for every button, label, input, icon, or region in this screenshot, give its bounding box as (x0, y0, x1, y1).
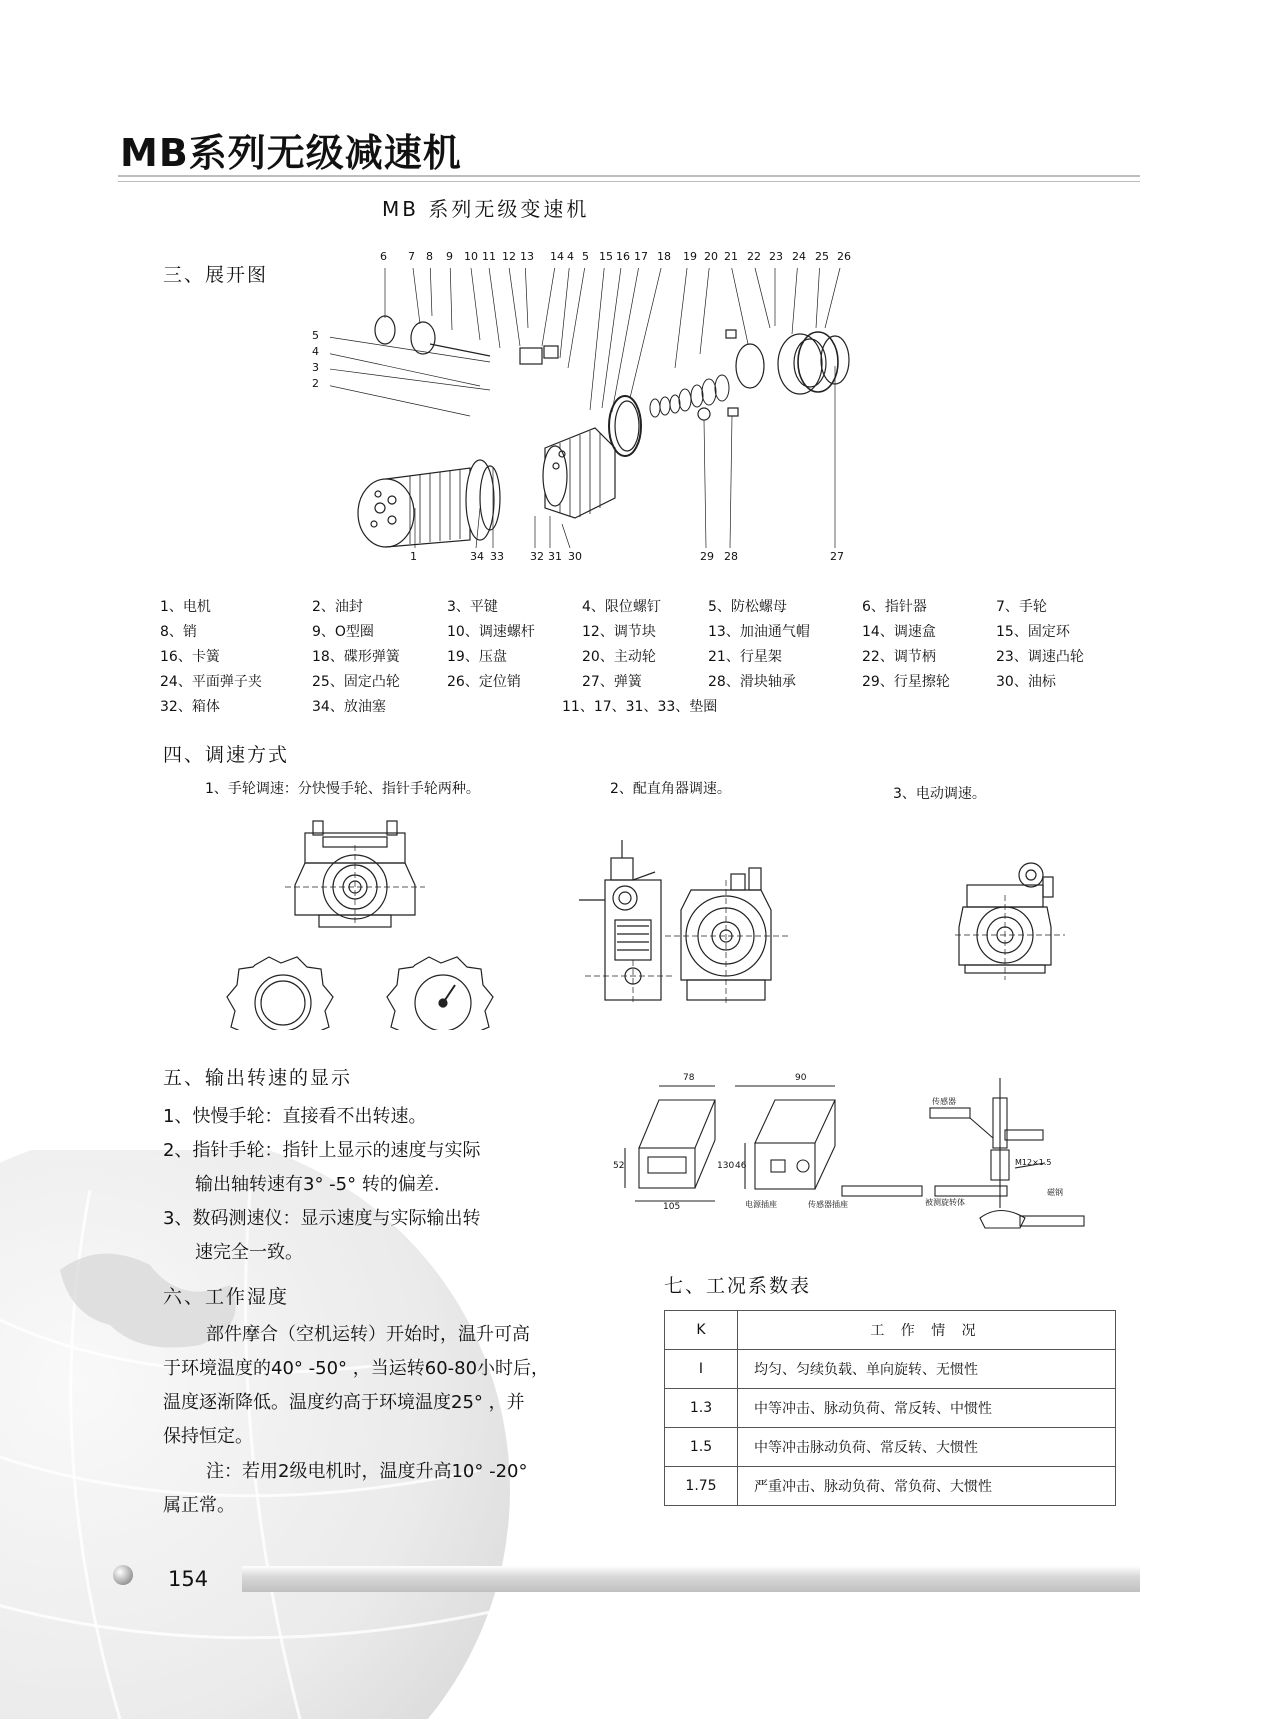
table-cell-work: 严重冲击、脉动负荷、常负荷、大惯性 (738, 1467, 1116, 1506)
service-factor-table (664, 1310, 1116, 1506)
temperature-line-4: 保持恒定。 (163, 1426, 253, 1447)
section7-heading: 七、工况系数表 (664, 1275, 812, 1297)
section5-heading: 五、输出转速的显示 (163, 1067, 353, 1089)
footer-bullet-icon (113, 1565, 133, 1585)
legend-item: 12、调节块 (582, 624, 656, 640)
part-number: 20 (704, 250, 718, 263)
legend-item: 4、限位螺钉 (582, 599, 661, 615)
legend-item: 2、油封 (312, 599, 363, 615)
part-number: 3 (312, 361, 319, 374)
method-caption-2: 2、配直角器调速。 (610, 781, 731, 797)
table-row (665, 1389, 1116, 1428)
legend-item: 11、17、31、33、垫圈 (562, 699, 718, 715)
legend-item: 30、油标 (996, 674, 1056, 690)
sensor-label: 传感器 (932, 1097, 956, 1106)
legend-item: 19、压盘 (447, 649, 507, 665)
part-number: 30 (568, 550, 582, 563)
part-number: 12 (502, 250, 516, 263)
legend-item: 15、固定环 (996, 624, 1070, 640)
legend-item: 24、平面弹子夹 (160, 674, 262, 690)
legend-item: 7、手轮 (996, 599, 1047, 615)
legend-item: 23、调速凸轮 (996, 649, 1084, 665)
dimension-width-front: 105 (663, 1202, 681, 1212)
part-number: 16 (616, 250, 630, 263)
dimension-height-front: 52 (613, 1161, 625, 1171)
table-cell-k: 1.3 (665, 1389, 738, 1428)
part-number: 27 (830, 550, 844, 563)
speed-display-line-3: 输出轴转速有3° -5° 转的偏差. (195, 1174, 440, 1195)
part-number: 19 (683, 250, 697, 263)
handwheel-drawings (225, 815, 525, 1030)
legend-item: 1、电机 (160, 599, 211, 615)
part-number: 33 (490, 550, 504, 563)
part-number: 11 (482, 250, 496, 263)
power-socket-label: 电源插座 (745, 1200, 777, 1209)
part-number: 1 (410, 550, 417, 563)
legend-item: 27、弹簧 (582, 674, 642, 690)
tachometer-diagram (605, 1068, 1125, 1233)
subtitle: MB 系列无级变速机 (382, 197, 590, 221)
part-number: 17 (634, 250, 648, 263)
table-row (665, 1467, 1116, 1506)
magnet-label: 磁钢 (1047, 1188, 1063, 1197)
dimension-height-side: 46 (735, 1161, 747, 1171)
table-cell-work: 均匀、匀续负载、单向旋转、无惯性 (738, 1350, 1116, 1389)
temperature-note-line-1: 注：若用2级电机时，温度升高10° -20° (206, 1461, 528, 1482)
legend-item: 18、碟形弹簧 (312, 649, 400, 665)
legend-item: 8、销 (160, 624, 197, 640)
speed-display-line-5: 速完全一致。 (195, 1242, 303, 1263)
part-number: 29 (700, 550, 714, 563)
section4-heading: 四、调速方式 (163, 744, 290, 766)
page-number: 154 (168, 1567, 209, 1591)
part-number: 2 (312, 377, 319, 390)
part-number: 4 (312, 345, 319, 358)
tachometer-drawing (605, 1068, 1125, 1233)
legend-item: 32、箱体 (160, 699, 220, 715)
section3-heading: 三、展开图 (163, 264, 269, 286)
table-cell-work: 中等冲击、脉动负荷、常反转、中惯性 (738, 1389, 1116, 1428)
part-number: 7 (408, 250, 415, 263)
legend-item: 21、行星架 (708, 649, 782, 665)
legend-item: 16、卡簧 (160, 649, 220, 665)
table-header-row (665, 1311, 1116, 1350)
page-title: MB系列无级减速机 (120, 131, 462, 175)
table-cell-k: 1.5 (665, 1428, 738, 1467)
legend-item: 22、调节柄 (862, 649, 936, 665)
part-number: 9 (446, 250, 453, 263)
dimension-depth: 130 (717, 1161, 735, 1171)
part-number: 8 (426, 250, 433, 263)
part-number: 15 (599, 250, 613, 263)
temperature-note-line-2: 属正常。 (163, 1495, 235, 1516)
part-number: 28 (724, 550, 738, 563)
speed-display-line-1: 1、快慢手轮：直接看不出转速。 (163, 1106, 427, 1127)
legend-item: 28、滑块轴承 (708, 674, 796, 690)
speed-display-line-4: 3、数码测速仪：显示速度与实际输出转 (163, 1208, 481, 1229)
part-number: 13 (520, 250, 534, 263)
part-number: 24 (792, 250, 806, 263)
part-number: 18 (657, 250, 671, 263)
thread-label: M12×1.5 (1015, 1158, 1052, 1167)
section6-heading: 六、工作湿度 (163, 1286, 290, 1308)
legend-item: 10、调速螺杆 (447, 624, 535, 640)
title-rule (118, 175, 1140, 177)
right-angle-drawings (575, 840, 865, 1010)
table-cell-k: I (665, 1350, 738, 1389)
part-number: 34 (470, 550, 484, 563)
sensor-socket-label: 传感器插座 (808, 1200, 848, 1209)
rotating-body-label: 被测旋转体 (925, 1198, 965, 1207)
exploded-view-drawing (330, 268, 950, 578)
legend-item: 6、指针器 (862, 599, 927, 615)
speed-display-line-2: 2、指针手轮：指针上显示的速度与实际 (163, 1140, 481, 1161)
method-caption-3: 3、电动调速。 (893, 786, 986, 802)
exploded-view-diagram (312, 250, 950, 578)
table-header-work: 工 作 情 况 (738, 1311, 1116, 1350)
legend-item: 3、平键 (447, 599, 498, 615)
part-number: 10 (464, 250, 478, 263)
part-number: 5 (582, 250, 589, 263)
table-row (665, 1428, 1116, 1467)
table-row (665, 1350, 1116, 1389)
legend-item: 20、主动轮 (582, 649, 656, 665)
temperature-line-1: 部件摩合（空机运转）开始时，温升可高 (206, 1324, 530, 1345)
dimension-width-side: 90 (795, 1073, 807, 1083)
legend-item: 13、加油通气帽 (708, 624, 810, 640)
legend-item: 25、固定凸轮 (312, 674, 400, 690)
method-caption-1: 1、手轮调速：分快慢手轮、指针手轮两种。 (205, 781, 480, 797)
legend-item: 34、放油塞 (312, 699, 386, 715)
part-number: 21 (724, 250, 738, 263)
legend-item: 9、O型圈 (312, 624, 374, 640)
legend-item: 5、防松螺母 (708, 599, 787, 615)
temperature-line-3: 温度逐渐降低。温度约高于环境温度25° ，并 (163, 1392, 525, 1413)
part-number: 26 (837, 250, 851, 263)
part-number: 25 (815, 250, 829, 263)
part-number: 6 (380, 250, 387, 263)
part-number: 22 (747, 250, 761, 263)
footer-bar (242, 1566, 1140, 1592)
table-cell-work: 中等冲击脉动负荷、常反转、大惯性 (738, 1428, 1116, 1467)
electric-drive-drawing (955, 855, 1065, 985)
title-rule-thin (118, 181, 1140, 182)
dimension-width-display: 78 (683, 1073, 695, 1083)
part-number: 32 (530, 550, 544, 563)
part-number: 14 (550, 250, 564, 263)
part-number: 4 (567, 250, 574, 263)
legend-item: 14、调速盒 (862, 624, 936, 640)
legend-item: 26、定位销 (447, 674, 521, 690)
legend-item: 29、行星擦轮 (862, 674, 950, 690)
temperature-line-2: 于环境温度的40° -50° ，当运转60-80小时后， (163, 1358, 550, 1379)
part-number: 31 (548, 550, 562, 563)
part-number: 23 (769, 250, 783, 263)
table-header-k: K (665, 1311, 738, 1350)
table-cell-k: 1.75 (665, 1467, 738, 1506)
part-number: 5 (312, 329, 319, 342)
